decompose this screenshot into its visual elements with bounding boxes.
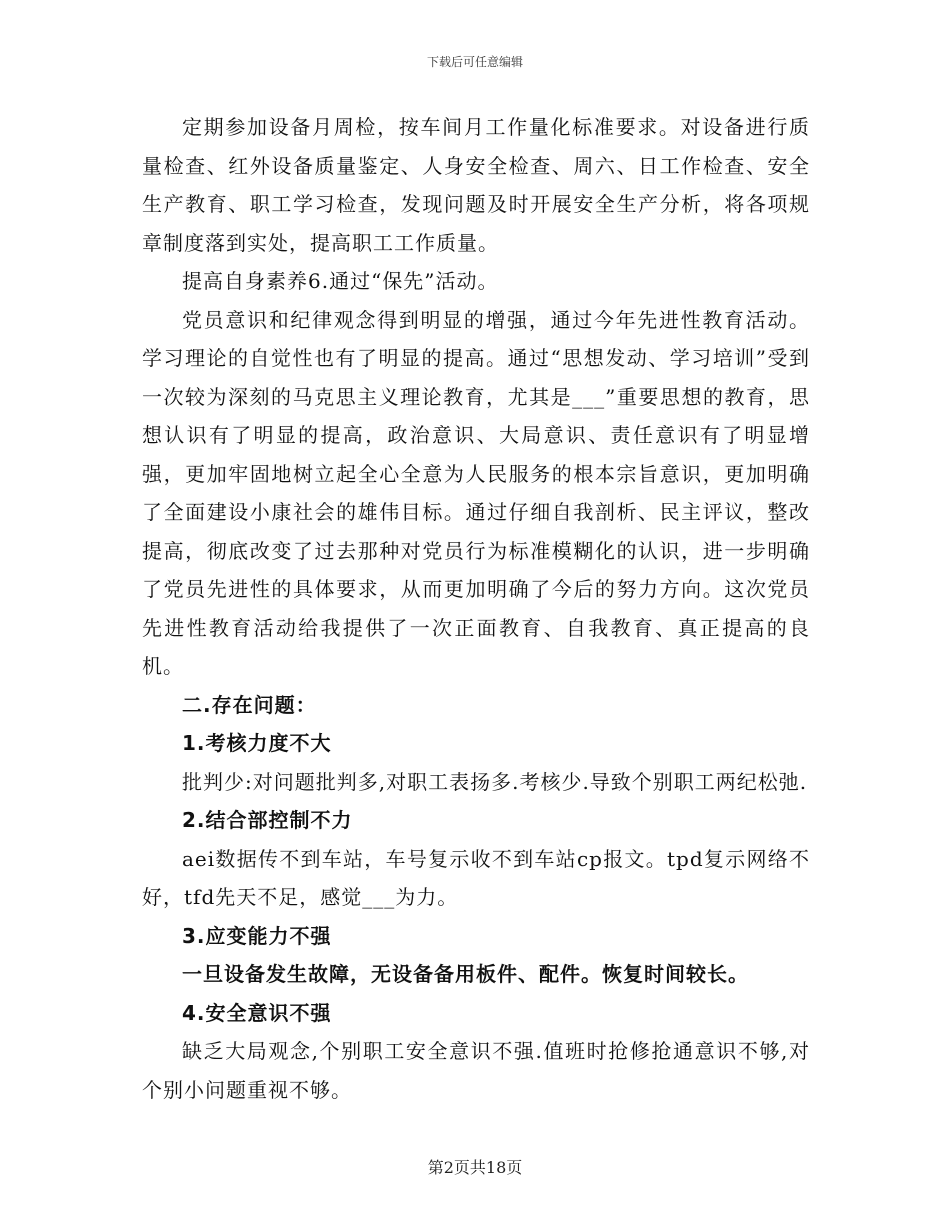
page-footer: 第2页共18页: [427, 1158, 523, 1177]
heading-problem-1: 1.考核力度不大: [182, 731, 332, 755]
heading-existing-problems: 二.存在问题：: [182, 692, 317, 717]
paragraph-problem-1: 批判少:对问题批判多,对职工表扬多.考核少.导致个别职工两纪松弛.: [182, 769, 808, 794]
paragraph-problem-2: aei数据传不到车站，车号复示收不到车站cp报文。tpd复示网络不好，tfd先天不足，感觉___为力。: [142, 846, 810, 909]
paragraph-problem-3: 一旦设备发生故障，无设备备用板件、配件。恢复时间较长。: [182, 962, 749, 986]
page-header: 下载后可任意编辑: [426, 55, 523, 69]
heading-problem-2: 2.结合部控制不力: [182, 808, 353, 832]
paragraph-equipment-inspection: 定期参加设备月周检，按车间月工作量化标准要求。对设备进行质量检查、红外设备质量鉴定、人身安全检查、周六、日工作检查、安全生产教育、职工学习检查，发现问题及时开展安全生产分析，将各项规章制度落到实处，提高职工工作质量。: [142, 115, 810, 255]
paragraph-party-education: 党员意识和纪律观念得到明显的增强，通过今年先进性教育活动。学习理论的自觉性也有了明显的提高。通过“思想发动、学习培训”受到一次较为深刻的马克思主义理论教育，尤其是___”重要思想的教育，思想认识有了明显的提高，政治意识、大局意识、责任意识有了明显增强，更加牢固地树立起全心全意为人民服务的根本宗旨意识，更加明确了全面建设小康社会的雄伟目标。通过仔细自我剖析、民主评议，整改提高，彻底改变了过去那种对党员行为标准模糊化的认识，进一步明确了党员先进性的具体要求，从而更加明确了今后的努力方向。这次党员先进性教育活动给我提供了一次正面教育、自我教育、真正提高的良机。: [142, 307, 810, 678]
document-body: [142, 108, 810, 1109]
heading-problem-3: 3.应变能力不强: [182, 923, 332, 948]
paragraph-self-improvement: 提高自身素养6.通过“保先”活动。: [182, 269, 499, 293]
paragraph-problem-4: 缺乏大局观念,个别职工安全意识不强.值班时抢修抢通意识不够,对个别小问题重视不够。: [142, 1039, 810, 1102]
heading-problem-4: 4.安全意识不强: [182, 1000, 332, 1025]
